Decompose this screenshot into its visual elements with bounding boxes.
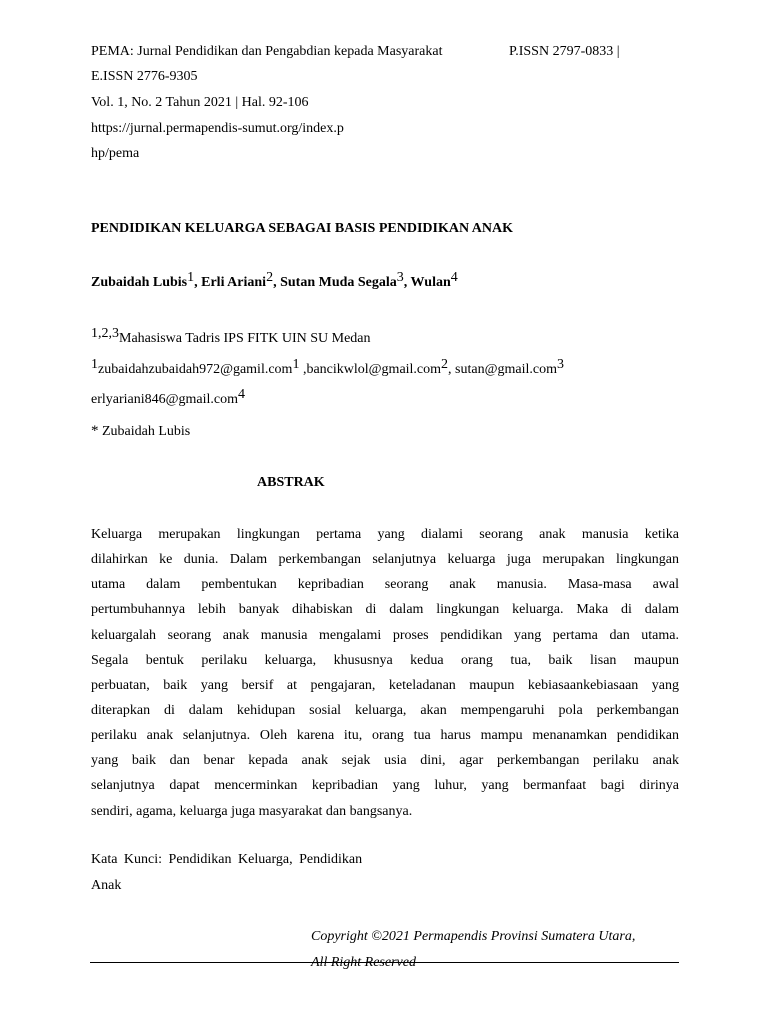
abstract-line: diterapkan di dalam kehidupan sosial keluarga, akan mempengaruhi pola perkembangan [91,702,679,718]
author-separator: , [403,275,411,290]
abstract-line: Segala bentuk perilaku keluarga, khususnya kedua orang tua, baik lisan maupun [91,652,679,668]
email-superscript: 3 [556,357,564,372]
abstract-line: perbuatan, baik yang bersif at pengajaran, keteladanan maupun kebiasaankebiasaan yang [91,677,679,693]
affiliation [91,326,371,347]
email-superscript: 1 [292,357,300,372]
abstract-heading: ABSTRAK [257,475,325,490]
email-link[interactable]: , sutan@gmail.com [448,362,557,377]
email-line-2 [91,387,246,408]
author-list [91,270,458,291]
rights-notice: All Right Reserved [311,955,416,970]
keywords-line-2: Anak [91,878,122,893]
abstract-line: yang baik dan benar kepada anak sejak usia dini, agar perkembangan perilaku anak [91,753,679,769]
asterisk-mark: * [91,423,99,439]
corresponding-author [91,423,190,440]
copyright-notice: Copyright ©2021 Permapendis Provinsi Sumatera Utara, [311,929,636,944]
affiliation-superscript: 1,2,3 [91,326,119,341]
author-name: Erli Ariani [201,275,267,290]
email-superscript: 4 [238,387,246,402]
abstract-line: sendiri, agama, keluarga juga masyarakat dan bangsanya. [91,803,413,819]
article-title: PENDIDIKAN KELUARGA SEBAGAI BASIS PENDIDIKAN ANAK [91,221,514,236]
volume-info: Vol. 1, No. 2 Tahun 2021 | Hal. 92-106 [91,95,309,110]
abstract-line: utama dalam pembentukan kepribadian seorang anak manusia. Masa-masa awal [91,577,679,593]
affiliation-text: Mahasiswa Tadris IPS FITK UIN SU Medan [119,331,371,346]
journal-url-line-2[interactable]: hp/pema [91,146,140,161]
journal-url-line-1[interactable]: https://jurnal.permapendis-sumut.org/index.p [91,121,344,136]
author-superscript: 3 [396,270,404,285]
abstract-line: Keluarga merupakan lingkungan pertama yang dialami seorang anak manusia ketika [91,527,679,542]
email-link[interactable]: zubaidahzubaidah972@gamil.com [98,362,293,377]
author-separator: , [273,275,281,290]
electronic-issn: E.ISSN 2776-9305 [91,69,198,84]
email-superscript: 2 [441,357,449,372]
abstract-body [91,522,679,824]
keywords-line-1: Kata Kunci: Pendidikan Keluarga, Pendidikan [91,852,363,867]
abstract-line: selanjutnya dapat mencerminkan kepribadian yang luhur, yang bermanfaat bagi dirinya [91,778,679,794]
email-superscript: 1 [91,357,98,372]
abstract-line: pertumbuhannya lebih banyak dihabiskan di dalam lingkungan keluarga. Maka di dalam [91,602,679,618]
author-superscript: 4 [450,270,458,285]
author-name: Zubaidah Lubis [91,275,188,290]
corresponding-author-name: Zubaidah Lubis [98,424,191,439]
email-line-1 [91,357,564,378]
print-issn: P.ISSN 2797-0833 | [509,44,620,59]
author-superscript: 1 [187,270,195,285]
journal-name: PEMA: Jurnal Pendidikan dan Pengabdian kepada Masyarakat [91,44,443,59]
abstract-line: perilaku anak selanjutnya. Oleh karena itu, orang tua harus mampu menanamkan pendidikan [91,728,679,744]
abstract-line: dilahirkan ke dunia. Dalam perkembangan selanjutnya keluarga juga merupakan lingkungan [91,552,679,568]
email-link[interactable]: ,bancikwlol@gmail.com [299,362,442,377]
author-superscript: 2 [266,270,274,285]
author-separator: , [194,275,202,290]
author-name: Sutan Muda Segala [280,275,397,290]
author-name: Wulan [410,275,451,290]
email-link[interactable]: erlyariani846@gmail.com [91,392,239,407]
abstract-line: keluargalah seorang anak manusia mengalami proses pendidikan yang pertama dan utama. [91,627,679,643]
